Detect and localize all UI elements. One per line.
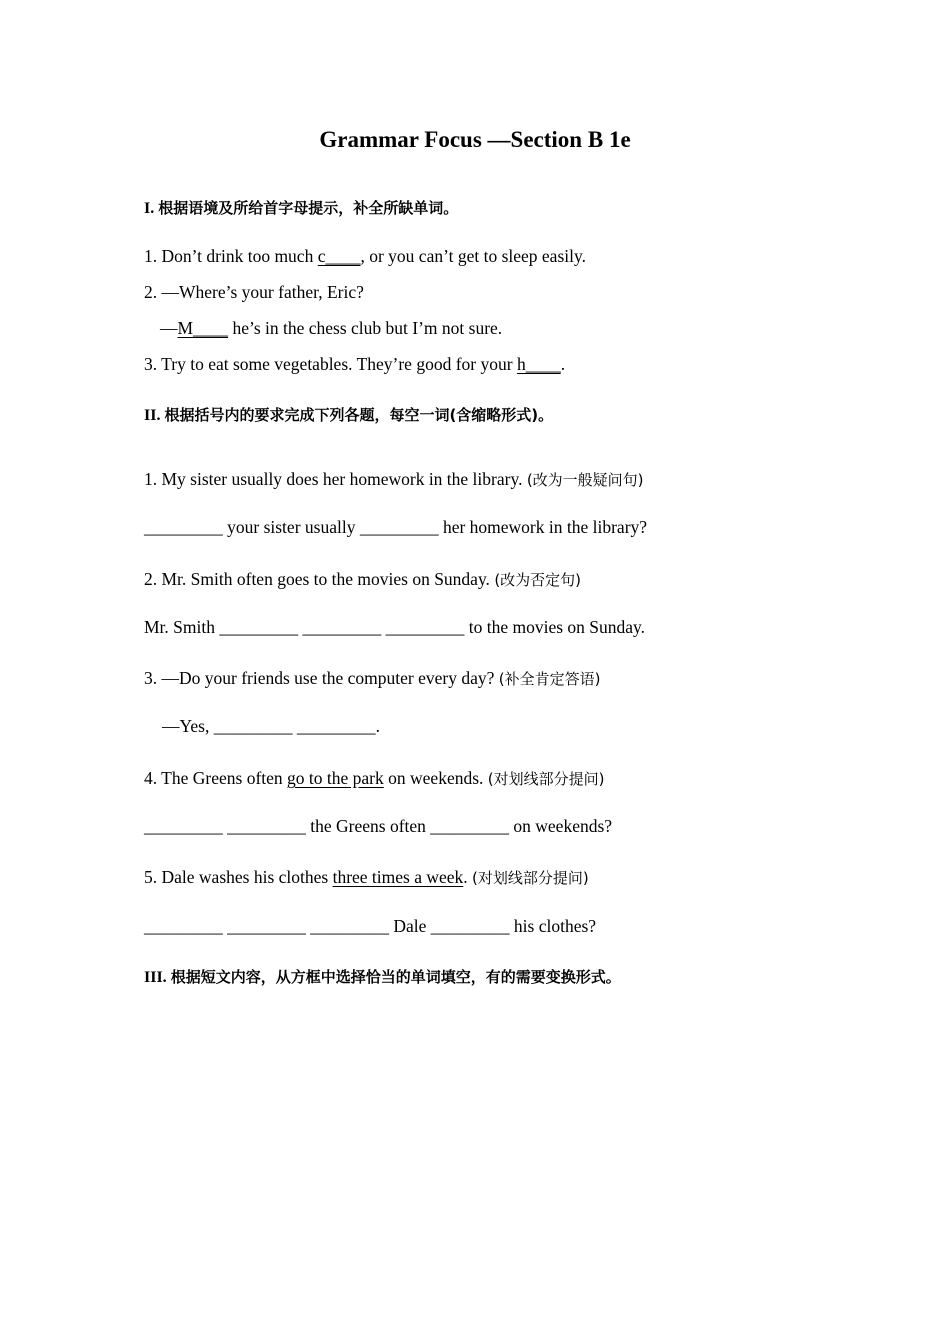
s2-q5-underlined: three times a week	[332, 867, 464, 887]
s1-q2-blank: M____	[177, 318, 229, 338]
s2-q3-text: 3. —Do your friends use the computer every day?	[144, 668, 499, 688]
s2-q5-text-after: .	[463, 867, 473, 887]
section-2-number: II.	[144, 407, 165, 424]
s2-q2-text: 2. Mr. Smith often goes to the movies on Sunday.	[144, 569, 495, 589]
s2-answer-1: _________ your sister usually _________ her homework in the library?	[144, 517, 648, 537]
s2-q4-text-before: 4. The Greens often	[144, 768, 288, 788]
s1-q3-blank: h____	[516, 354, 561, 374]
s2-q4-hint: (对划线部分提问)	[487, 770, 605, 788]
s2-answer-3: —Yes, _________ _________.	[162, 716, 380, 736]
section-2-heading	[144, 403, 553, 428]
s2-q1-hint: (改为一般疑问句)	[526, 471, 644, 489]
section-1-number: I.	[144, 200, 159, 217]
s2-question-2	[144, 567, 581, 592]
section-3-instruction: 根据短文内容，从方框中选择恰当的单词填空，有的需要变换形式。	[170, 968, 621, 986]
s2-q5-text-before: 5. Dale washes his clothes	[144, 867, 333, 887]
section-3-number: III.	[144, 969, 171, 986]
s1-q1-blank: c____	[317, 246, 361, 266]
s1-q2-text-after: he’s in the chess club but I’m not sure.	[228, 318, 503, 338]
s1-question-2-line-1: 2. —Where’s your father, Eric?	[144, 282, 364, 302]
s1-q3-text-before: 3. Try to eat some vegetables. They’re good for your	[144, 354, 517, 374]
s2-q4-text-after: on weekends.	[383, 768, 488, 788]
s1-q1-text-after: , or you can’t get to sleep easily.	[360, 246, 586, 266]
s2-q1-text: 1. My sister usually does her homework in the library.	[144, 469, 527, 489]
s2-question-5	[144, 865, 589, 890]
s1-question-1	[144, 244, 586, 268]
s2-q3-hint: (补全肯定答语)	[498, 670, 601, 688]
s1-q3-text-after: .	[560, 354, 566, 374]
section-1-instruction: 根据语境及所给首字母提示，补全所缺单词。	[158, 199, 459, 217]
s2-q4-underlined: go to the park	[287, 768, 384, 788]
s2-q2-hint: (改为否定句)	[494, 571, 582, 589]
s2-question-3	[144, 666, 600, 691]
s2-answer-5: _________ _________ _________ Dale _________ his clothes?	[144, 916, 597, 936]
s1-q1-text-before: 1. Don’t drink too much	[144, 246, 318, 266]
s1-question-2-line-2	[160, 316, 502, 340]
s2-answer-4: _________ _________ the Greens often _________ on weekends?	[144, 816, 613, 836]
s2-question-4	[144, 766, 605, 791]
s1-q2-dash: —	[160, 318, 178, 338]
section-2-instruction: 根据括号内的要求完成下列各题，每空一词(含缩略形式)。	[164, 406, 554, 424]
page-title: Grammar Focus —Section B 1e	[319, 127, 631, 152]
s2-answer-2: Mr. Smith _________ _________ _________ to the movies on Sunday.	[144, 617, 646, 637]
s2-q5-hint: (对划线部分提问)	[472, 869, 589, 887]
section-1-heading	[144, 196, 458, 221]
s1-question-3	[144, 352, 565, 376]
s2-question-1	[144, 467, 644, 492]
section-3-heading	[144, 965, 621, 990]
